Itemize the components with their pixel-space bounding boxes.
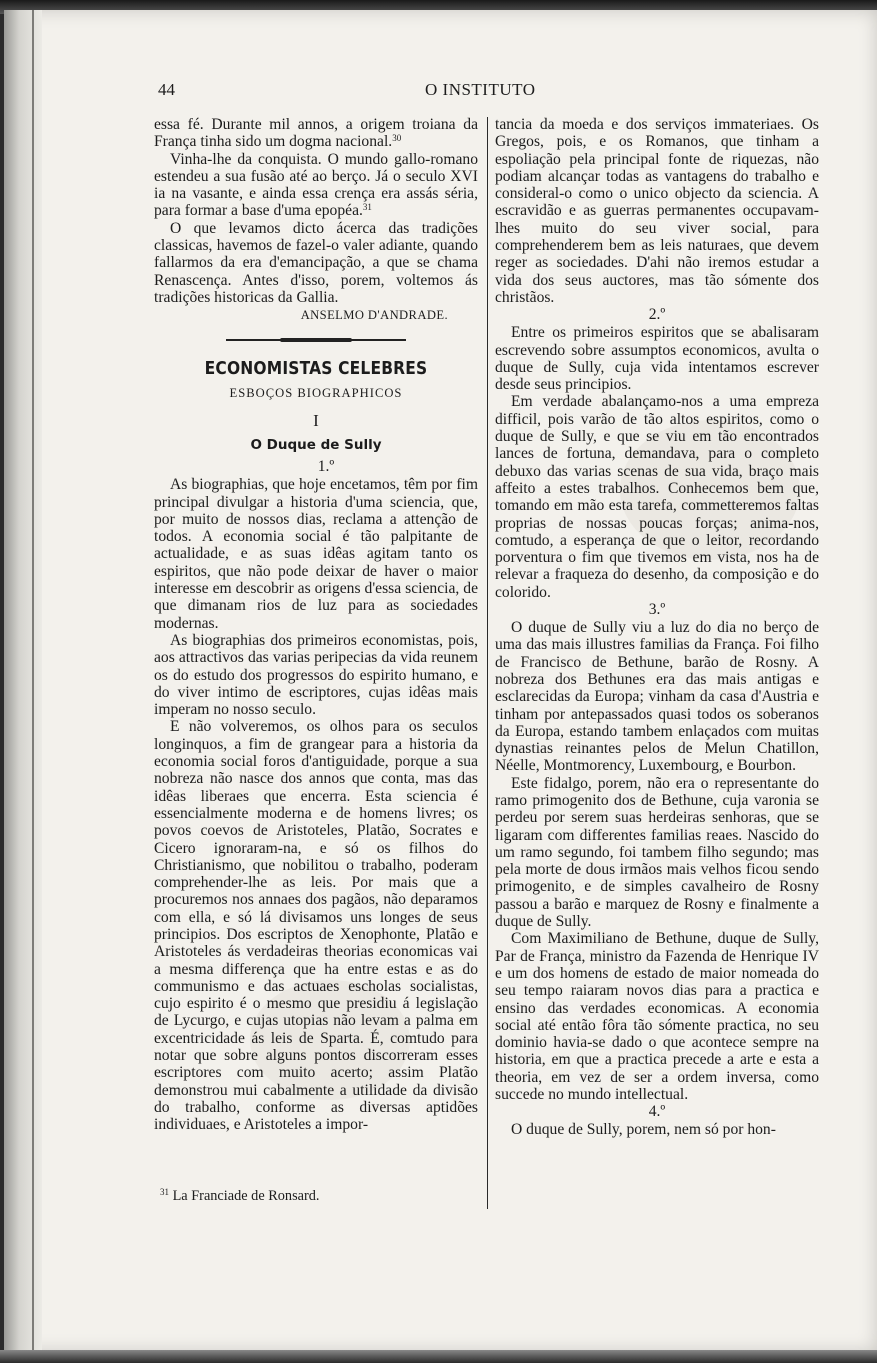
- separator-line-thick: [280, 338, 352, 342]
- author-signature: ANSELMO D'ANDRADE.: [300, 308, 448, 323]
- right-column: [495, 116, 819, 1139]
- paragraph: As biographias, que hoje encetamos, têm por fim principal divulgar a historia d'uma sciencia, que, por muito de nossos dias, reclama a attenção de todos. A economia social é tão palpitante de actualidade, e as suas idêas agitam tanto os espiritos, que não pode deixar de haver o maior interesse em descobrir as origens d'essa sciencia, de que dimanam rios de luz para as sociedades modernas.: [154, 476, 478, 632]
- gutter-edge: [32, 10, 34, 1352]
- paragraph: O duque de Sully, porem, nem só por hon-: [511, 1121, 776, 1139]
- paragraph: O duque de Sully viu a luz do dia no berço de uma das mais illustres familias da França. Foi filho de Francisco de Bethune, barão de Rosny. A nobreza dos Bethunes era das mais antigas e esclarecidas da Europa; vinham da casa d'Austria e tinham por antepassados quasi todos os soberanos da Europa, estando tambem enlaçados com muitas dynastias reinantes pelos de Melun Chatillon, Néelle, Montmorency, Luxembourg, e Bourbon.: [495, 619, 819, 775]
- left-column: [154, 116, 478, 1134]
- paragraph: Vinha-lhe da conquista. O mundo gallo-romano estendeu a sua fusão até ao berço. Já o seculo XVI ia na vasante, e ainda essa crença era assás séria, para formar a base d'uma epopéa.$^{31}$: [154, 150, 478, 220]
- footnote: [160, 1188, 319, 1205]
- subsection-number: 1.º: [317, 458, 335, 476]
- page-gutter: [4, 10, 42, 1352]
- footnote-mark: 30: [392, 133, 402, 144]
- paragraph: tancia da moeda e dos serviços immateriaes. Os Gregos, pois, e os Romanos, que tinham a espoliação pela principal fonte de riquezas, não podiam alcançar todas as vantagens do trabalho e consideral-o como o unico objecto da sciencia. A escravidão e as guerras permanentes occupavam-lhes muito do seu viver social, para comprehenderem bem as leis naturaes, que devem reger as sociedades. D'ahi não iremos estudar a vida dos seus auctores, mas tão sómente dos christãos.: [495, 116, 819, 306]
- paragraph: Em verdade abalançamo-nos a uma empreza difficil, pois varão de tão altos espiritos, como o duque de Sully, e que se viu em tão encontrados lances de fortuna, demandava, para o completo debuxo das varias scenas de sua vida, braço mais affeito a estes trabalhos. Conhecemos bem que, tomando em mão esta tarefa, commetteremos faltas proprias de nossas poucas forças; anima-nos, comtudo, a esperança de que o leitor, recordando porventura o fim que tivemos em vista, nos ha de relevar a fraqueza do desenho, da composição e do colorido.: [495, 393, 819, 601]
- paragraph: As biographias dos primeiros economistas, pois, aos attractivos das varias peripecias da vida reunem os do estudo dos progressos do espirito humano, e do viver intimo de escriptores, cujas idêas mais imperam no nosso seculo.: [154, 631, 478, 719]
- footnote-mark: 31: [362, 202, 372, 213]
- footnote-mark: 31: [160, 1187, 169, 1197]
- paragraph: E não volveremos, os olhos para os seculos longinquos, a fim de grangear para a historia da economia social foros d'antiguidade, porque a sua nobreza não nasce dos annos que conta, mas das idêas liberaes que encerra. Esta sciencia é essencialmente moderna e de homens livres; os povos coevos de Aristoteles, Platão, Socrates e Cicero ignoraram-na, e só os filhos do Christianismo, que nobilitou o trabalho, poderam comprehender-lhe as leis. Por mais que a procuremos nos annaes dos pagãos, não deparamos com ella, e só lá divisamos uns longes de seus principios. Dos escriptos de Xenophonte, Platão e Aristoteles ás verdadeiras theorias economicas vai a mesma differença que ha entre estas e as do communismo e das actuaes escholas socialistas, cujo espirito é o mesmo que presidiu á legislação de Lycurgo, e cujas utopias não levam a palma em excentricidade ás leis de Sparta. É, comtudo para notar que sobre alguns pontos discorreram esses escriptores com muito acerto; assim Platão demonstrou mui cabalmente a utilidade da divisão do trabalho, conforme as diversas aptidões individuaes, e Aristoteles a impor-: [154, 718, 478, 1134]
- section-subtitle: ESBOÇOS BIOGRAPHICOS: [229, 386, 403, 401]
- paragraph: Entre os primeiros espiritos que se abalisaram escrevendo sobre assumptos economicos, avulta o duque de Sully, cuja vida intentamos escrever desde seus principios.: [495, 324, 819, 394]
- subsection-number: 2.º: [648, 306, 666, 324]
- chapter-title: O Duque de Sully: [250, 437, 382, 454]
- paragraph: Este fidalgo, porem, não era o representante do ramo primogenito dos de Bethune, cuja varonia se perdeu por serem suas herdeiras senhoras, que se ligaram com differentes familias reaes. Nascido do um ramo segundo, foi tambem filho segundo; mas pela morte de dous irmãos mais velhos ficou sendo primogenito, e de simples cavalheiro de Rosny passou a barão e marquez de Rosny e finalmente a duque de Sully.: [495, 774, 819, 931]
- scan-border-bottom: [0, 1350, 877, 1363]
- paragraph: O que levamos dicto ácerca das tradições classicas, havemos de fazel-o valer adiante, quando fallarmos da era d'emancipação, a que se chama Renascença. Antes d'isso, porem, voltemos ás tradições historicas da Gallia.: [154, 219, 478, 306]
- footnote-text: La Franciade de Ronsard.: [172, 1188, 320, 1204]
- subsection-number: 4.º: [648, 1103, 666, 1121]
- subsection-number: 3.º: [648, 601, 666, 619]
- section-title: ECONOMISTAS CELEBRES: [204, 358, 428, 380]
- paragraph: essa fé. Durante mil annos, a origem troiana da França tinha sido um dogma nacional.$^{30}$: [154, 116, 478, 151]
- section-separator: [154, 324, 478, 354]
- column-divider: [487, 117, 488, 1209]
- part-number: I: [313, 411, 319, 431]
- journal-title: O INSTITUTO: [425, 80, 536, 99]
- page-number: 44: [158, 80, 175, 99]
- paragraph: Com Maximiliano de Bethune, duque de Sully, Par de França, ministro da Fazenda de Henrique IV e um dos homens de estado de maior nomeada do seu tempo raiaram novos dias para a practica e ensino das verdades economicas. A economia social até então fôra tão sómente practica, no seu dominio havia-se dado o que acontece sempre na historia, em que a practica precede a arte e esta a theoria, em vez de ser a ordem inversa, como succede no mundo intellectual.: [495, 930, 819, 1104]
